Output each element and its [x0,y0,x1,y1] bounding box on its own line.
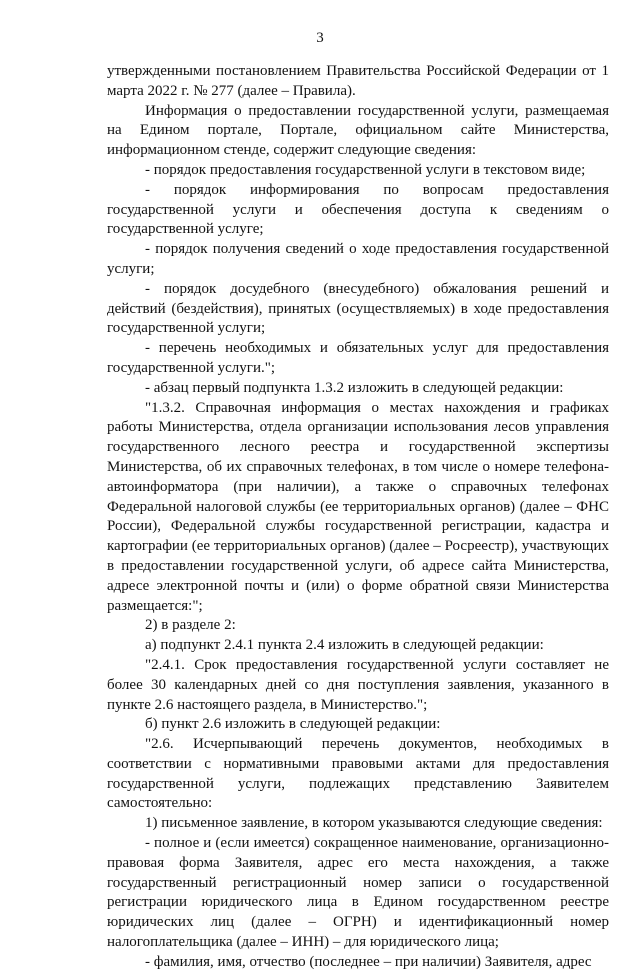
document-paragraph: - перечень необходимых и обязательных услуг для предоставления государственной услуги."; [107,340,609,376]
document-paragraph: - полное и (если имеется) сокращенное наименование, организационно-правовая форма Заявителя, адрес его места нахождения, а также государственный регистрационный номер записи о государственной регистрации юридического лица в Едином государственном реестре юридических лиц (далее – ОГРН) и идентификационный номер налогоплательщика (далее – ИНН) – для юридического лица; [107,835,609,951]
document-paragraph: "2.6. Исчерпывающий перечень документов, необходимых в соответствии с нормативными правовыми актами для предоставления государственной услуги, подлежащих представлению Заявителем самостоятельно: [107,736,609,812]
document-paragraph: - фамилия, имя, отчество (последнее – при наличии) Заявителя, адрес [145,953,592,970]
document-paragraph: а) подпункт 2.4.1 пункта 2.4 изложить в следующей редакции: [145,637,544,654]
document-paragraph: - порядок предоставления государственной услуги в текстовом виде; [145,161,586,178]
document-paragraph: Информация о предоставлении государственной услуги, размещаемая на Едином портале, Портале, официальном сайте Министерства, информационном стенде, содержит следующие сведения: [107,102,609,159]
document-paragraph: б) пункт 2.6 изложить в следующей редакции: [145,716,441,733]
document-body [107,62,609,973]
document-paragraph: 2) в разделе 2: [145,617,236,634]
document-paragraph: - абзац первый подпункта 1.3.2 изложить в следующей редакции: [145,379,564,396]
document-paragraph: - порядок получения сведений о ходе предоставления государственной услуги; [107,241,609,277]
document-paragraph: - порядок досудебного (внесудебного) обжалования решений и действий (бездействия), принятых (осуществляемых) в ходе предоставления государственной услуги; [107,280,609,337]
document-paragraph: "1.3.2. Справочная информация о местах нахождения и графиках работы Министерства, отдела организации использования лесов управления государственного лесного реестра и государственной экспертизы Министерства, об их справочных телефонах, в том числе о номере телефона-автоинформатора (при наличии), а также о справочных телефонах Федеральной налоговой службы (ее территориальных органов) (далее – ФНС России), Федеральной службы государственной регистрации, кадастра и картографии (ее территориальных органов) (далее – Росреестр), участвующих в предоставлении государственной услуги, об адресе сайта Министерства, адресе электронной почты и (или) о форме обратной связи Министерства размещается:"; [107,399,609,614]
document-paragraph: 1) письменное заявление, в котором указываются следующие сведения: [145,815,603,832]
document-paragraph: - порядок информирования по вопросам предоставления государственной услуги и обеспечения доступа к сведениям о государственной услуге; [107,181,609,238]
document-paragraph: "2.4.1. Срок предоставления государственной услуги составляет не более 30 календарных дней со дня поступления заявления, указанного в пункте 2.6 настоящего раздела, в Министерство."; [107,656,609,713]
document-paragraph: утвержденными постановлением Правительства Российской Федерации от 1 марта 2022 г. № 277 (далее – Правила). [107,63,609,99]
page-number: 3 [316,30,324,46]
